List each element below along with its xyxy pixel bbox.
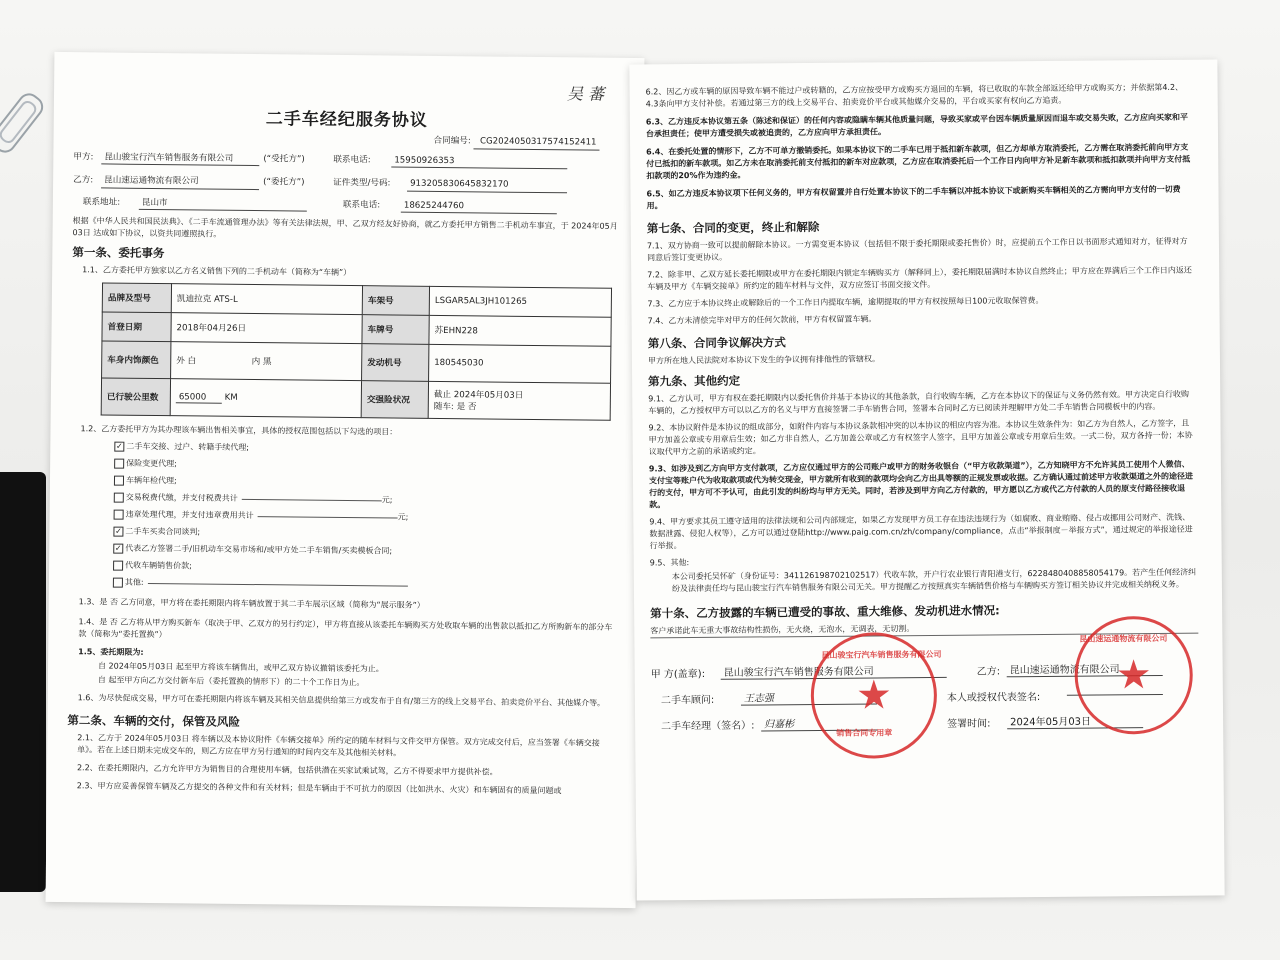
signature-block xyxy=(650,633,1200,738)
clause-1-2: 1.2、乙方委托甲方为其办理该车辆出售相关事宜，具体的授权范围包括以下勾选的项目： xyxy=(80,424,398,437)
clause-1-4: 1.4、是 否 乙方将从甲方购买新车（取决于甲、乙双方的另行约定），甲方将直接从该委托车辆购买方处收取车辆的出售款以抵扣乙方所购新车的部分车款（简称为“委托置换”） xyxy=(78,617,613,640)
clause-1-5-b: 自 起至甲方向乙方交付新车后（委托置换的情形下）的二十个工作日为止。 xyxy=(97,675,365,688)
document-title: 二手车经纪服务协议 xyxy=(265,109,428,131)
authorization-checklist xyxy=(69,440,617,594)
clause-2-3: 2.3、甲方应妥善保管车辆及乙方提交的各种文件和有关材料；但是车辆由于不可抗力的原因（比如洪水、火灾）和车辆固有的质量问题或 xyxy=(76,781,562,796)
party-b-id: 913205830645832170 xyxy=(407,178,567,193)
company-seal-a: ★ 昆山骏宝行汽车销售服务有限公司 销售合同专用章 xyxy=(810,632,937,759)
party-a-name: 昆山骏宝行汽车销售服务有限公司 xyxy=(101,151,259,166)
star-icon: ★ xyxy=(1115,652,1152,699)
vehicle-engine-no: 180545030 xyxy=(429,344,611,383)
contract-page-1 xyxy=(46,52,645,908)
clause-1-3: 1.3、是 否 乙方同意，甲方将在委托期限内将车辆放置于其二手车展示区域（简称为“展示服务”） xyxy=(78,597,425,610)
section-2-title: 第二条、车辆的交付，保管及风险 xyxy=(67,713,241,729)
manager-signature: 归嘉彬 xyxy=(761,714,877,731)
clause-8: 甲方所在地人民法院对本协议下发生的争议拥有排他性的管辖权。 xyxy=(647,354,880,366)
clause-10: 客户承诺此车无重大事故结构性损伤，无火烧，无泡水，无调表，无切割。 xyxy=(650,621,1198,639)
clause-7-3: 7.3、乙方应于本协议终止或解除后的一个工作日内提取车辆，逾期提取的甲方有权按照每日100元收取保管费。 xyxy=(647,295,1044,309)
clause-9-1: 9.1、乙方认可，甲方有权在委托期限内以委托售价并基于本协议的其他条款，自行收购车辆，乙方在本协议下的保证与义务仍然有效。甲方决定自行收购车辆的，乙方授权甲方可以以乙方的名义与甲方直接签署二手车销售合同，签署本合同时乙方已阅读并理解甲方处二手车销售合同模板中的内容。 xyxy=(648,389,1190,416)
check-item[interactable]: ✓ 代表乙方签署二手/旧机动车交易市场和/或甲方处二手车销售/买卖模板合同; xyxy=(114,543,393,556)
contract-number-line: 合同编号: CG2024050317574152411 xyxy=(73,131,599,150)
address-row: 联系地址: 昆山市 联系电话: 18625244760 xyxy=(73,196,619,215)
clause-9-5-title: 9.5、其他: xyxy=(649,558,690,568)
check-item[interactable]: 保险变更代理; xyxy=(114,458,616,475)
section-10-title: 第十条、乙方披露的车辆已遭受的事故、重大维修、发动机进水情况: xyxy=(650,603,1000,621)
address: 昆山市 xyxy=(139,196,307,211)
party-a-phone: 15950926353 xyxy=(391,154,567,169)
check-item[interactable]: ✓ 二手车买卖合同谈判; xyxy=(115,526,201,537)
clause-1-1: 1.1、乙方委托甲方独家以乙方名义销售下列的二手机动车（简称为“车辆”） xyxy=(82,265,352,278)
star-icon: ★ xyxy=(855,672,893,719)
sign-row-1: 甲 方(盖章): 昆山骏宝行汽车销售服务有限公司 乙方: 昆山速运通物流有限公司 xyxy=(651,660,1199,681)
vehicle-color: 外 白 内 黑 xyxy=(171,342,362,381)
clause-1-5-title: 1.5、委托期限为: xyxy=(78,647,144,657)
sign-date: 2024年05月03日 xyxy=(1007,712,1143,729)
vehicle-plate: 苏EHN228 xyxy=(429,315,611,346)
clause-1-6: 1.6、为尽快促成交易，甲方可在委托期限内将该车辆及其相关信息提供给第三方或发布于自有/第三方的线上交易平台、拍卖竞价平台、其他媒介等。 xyxy=(77,693,606,708)
contract-number: CG2024050317574152411 xyxy=(473,135,599,150)
clause-7-2: 7.2、除非甲、乙双方延长委托期限或甲方在委托期限内锁定车辆购买方（解释同上），委托期限届满时本协议自然终止；甲方应在界满后三个工作日内返还车辆及甲方《车辆交接单》所约定的随车材料与文件，双方应签订书面交接文件。 xyxy=(647,265,1192,292)
check-item[interactable]: 交易税费代缴，并支付税费共计 元; xyxy=(114,492,616,509)
vehicle-vin: LSGAR5AL3JH101265 xyxy=(429,286,611,317)
sign-row-3: 二手车经理（签名）: 归嘉彬 签署时间: 2024年05月03日 xyxy=(651,712,1199,733)
clause-6-4: 6.4、在委托处置的情形下，乙方不可单方撤销委托。如果本协议下的二手车已用于抵扣新车款项，但乙方却单方取消委托，乙方需在取消委托前向甲方支付已抵扣的新车款项。如乙方未在取消委托前支付抵扣的新车对应款项，乙方应在取消委托后一个工作日内向甲方补足新车款项和抵扣款项并向甲方支付抵扣款项的20%作为违约金。 xyxy=(646,142,1191,181)
check-item[interactable]: 车辆年检代理; xyxy=(114,475,616,492)
clause-2-1: 2.1、乙方于 2024年05月03日 将车辆以及本协议附件《车辆交接单》所约定的随车材料与文件交甲方保管。双方完成交付后，应当签署《车辆交接单》。若在上述日期未完成交车的，则乙方应在甲方另行通知的时间内交车及其他相关材料。 xyxy=(77,733,600,758)
check-item[interactable]: ✓ 二手车交接、过户、转籍手续代理; xyxy=(115,441,250,452)
clause-7-4: 7.4、乙方未清偿完毕对甲方的任何欠款前，甲方有权留置车辆。 xyxy=(647,314,877,326)
vehicle-insurance: 截止 2024年05月03日 随车: 是 否 xyxy=(428,381,610,420)
party-b-sign-name: 昆山速运通物流有限公司 xyxy=(1007,660,1163,677)
party-b-name: 昆山速运通物流有限公司 xyxy=(101,174,259,189)
vehicle-mileage: 65000 KM xyxy=(170,379,361,418)
clause-6-2: 6.2、因乙方或车辆的原因导致车辆不能过户或转籍的，乙方应按受甲方或购买方退回的车辆，将已收取的车款全部返还给甲方或购买方；并依据第4.2、4.3条向甲方支付补偿。若通过第三方的线上交易平台、拍卖竞价平台或其他媒介交易的，平台或买家有权向乙方追责。 xyxy=(645,82,1184,109)
clause-1-5-a: 自 2024年05月03日 起至甲方将该车辆售出，或甲乙双方协议撤销该委托为止。 xyxy=(97,661,384,674)
sign-row-2: 二手车顾问: 王志强 本人或授权代表签名: xyxy=(651,686,1199,707)
party-a-row: 甲方: 昆山骏宝行汽车销售服务有限公司 (“受托方”) 联系电话: 15950926353 xyxy=(73,151,619,170)
party-a-sign-name: 昆山骏宝行汽车销售服务有限公司 xyxy=(721,662,947,680)
contract-page-2 xyxy=(629,59,1224,900)
section-8-title: 第八条、合同争议解决方式 xyxy=(647,335,786,351)
clause-9-5: 本公司委托吴怀矿（身份证号：341126198702102517）代收车款，开户行农业银行青阳港支行，6228480408858054179。若产生任何经济纠纷及法律责任均与昆山骏宝行汽车销售服务有限公司无关。甲方提醒乙方按照真实车辆销售价格与车辆购买方签订相关协议并完成相关纳税义务。 xyxy=(671,567,1197,594)
advisor-signature: 王志强 xyxy=(741,688,877,705)
section-9-title: 第九条、其他约定 xyxy=(648,373,741,389)
company-seal-b: ★ 昆山速运通物流有限公司 xyxy=(1074,616,1193,735)
clause-7-1: 7.1、双方协商一致可以提前解除本协议。一方需变更本协议（包括但不限于委托期限或委托售价）时，应提前五个工作日以书面形式通知对方，征得对方同意后签订变更协议。 xyxy=(646,236,1188,263)
clause-2-2: 2.2、在委托期限内，乙方允许甲方为销售目的合理使用车辆，包括供潜在买家试乘试驾，乙方不得要求甲方提供补偿。 xyxy=(76,763,498,777)
vehicle-reg-date: 2018年04月26日 xyxy=(171,313,362,344)
check-item[interactable]: 代收车辆销售价款; xyxy=(113,560,615,577)
handwritten-note: 吴 蕃 xyxy=(566,84,605,104)
party-b-phone: 18625244760 xyxy=(401,199,557,214)
check-item[interactable]: 其他: xyxy=(113,577,615,594)
intro-text: 根据《中华人民共和国民法典》、《二手车流通管理办法》等有关法律法规，甲、乙双方经友好协商，就乙方委托甲方销售二手机动车事宜，于 2024年05月03日 达成如下协议，以资共同遵照执行。 xyxy=(72,216,618,239)
vehicle-table: 品牌及型号 凯迪拉克 ATS-L 车架号 LSGAR5AL3JH101265 首登日期 2018年04月26日 车牌号 苏EHN228 车身内饰颜色 外 白 内 黑 发动机号 180545030 已行驶公里数 65000 KM 交强险状况 截止 2024年05月03日 随车: 是 否 xyxy=(101,282,612,420)
clause-9-2: 9.2、本协议附件是本协议的组成部分，如附件内容与本协议条款相冲突的以本协议的相应内容为准。本协议生效条件为：如乙方为自然人，乙方签字，且甲方加盖公章或专用章后生效；如乙方非自然人，乙方加盖公章或乙方有权签字人签字，且甲方加盖公章或专用章后生效。一式二份，双方各持一份；本协议取代甲方之前的承诺或约定。 xyxy=(648,418,1193,457)
dark-object xyxy=(0,472,46,892)
clause-9-3: 9.3、如涉及到乙方向甲方支付款项，乙方应仅通过甲方的公司账户或甲方的财务收银台（“甲方收款渠道”），乙方知晓甲方不允许其员工使用个人微信、支付宝等账户代为收取款项或代为转交现金，甲方就所有收到的款项均会向乙方出具等额的正规发票或收据。乙方确认通过前述甲方收款渠道之外的途径进行的支付，甲方可不予认可，由此引发的纠纷均与甲方无关。同时，若涉及到甲方向乙方付款的，甲方愿以乙方或代乙方付款的人员的原支付路径接收退款。 xyxy=(648,459,1194,510)
section-7-title: 第七条、合同的变更，终止和解除 xyxy=(646,219,820,236)
clause-9-4: 9.4、甲方要求其员工遵守适用的法律法规和公司内部规定，如果乙方发现甲方员工存在违法违规行为（如腐败、商业贿赂、侵占或挪用公司财产、洗钱、数据泄露、侵犯人权等），乙方可以通过登陆http://www.paig.com.cn/zh/company/compliance，点击“举报制度－举报方式”，通过规定的举报途径进行举报。 xyxy=(649,512,1193,551)
clause-6-5: 6.5、如乙方违反本协议项下任何义务的，甲方有权留置并自行处置本协议下的二手车辆以冲抵本协议下或新购买车辆相关的乙方需向甲方支付的一切费用。 xyxy=(646,184,1181,211)
party-b-row: 乙方: 昆山速运通物流有限公司 (“委托方”) 证件类型/号码: 913205830645832170 xyxy=(73,174,619,193)
clause-6-3: 6.3、乙方违反本协议第五条（陈述和保证）的任何内容或隐瞒车辆其他质量问题，导致买家或平台因车辆质量原因而退车或交易失败，乙方应向买家和平台承担责任；使甲方遭受损失或被追责的，乙方应向甲方承担责任。 xyxy=(645,112,1189,139)
section-1-title: 第一条、委托事务 xyxy=(72,245,165,261)
check-item[interactable]: 违章处理代理，并支付违章费用共计 元; xyxy=(114,509,616,526)
vehicle-brand: 凯迪拉克 ATS-L xyxy=(171,284,362,315)
